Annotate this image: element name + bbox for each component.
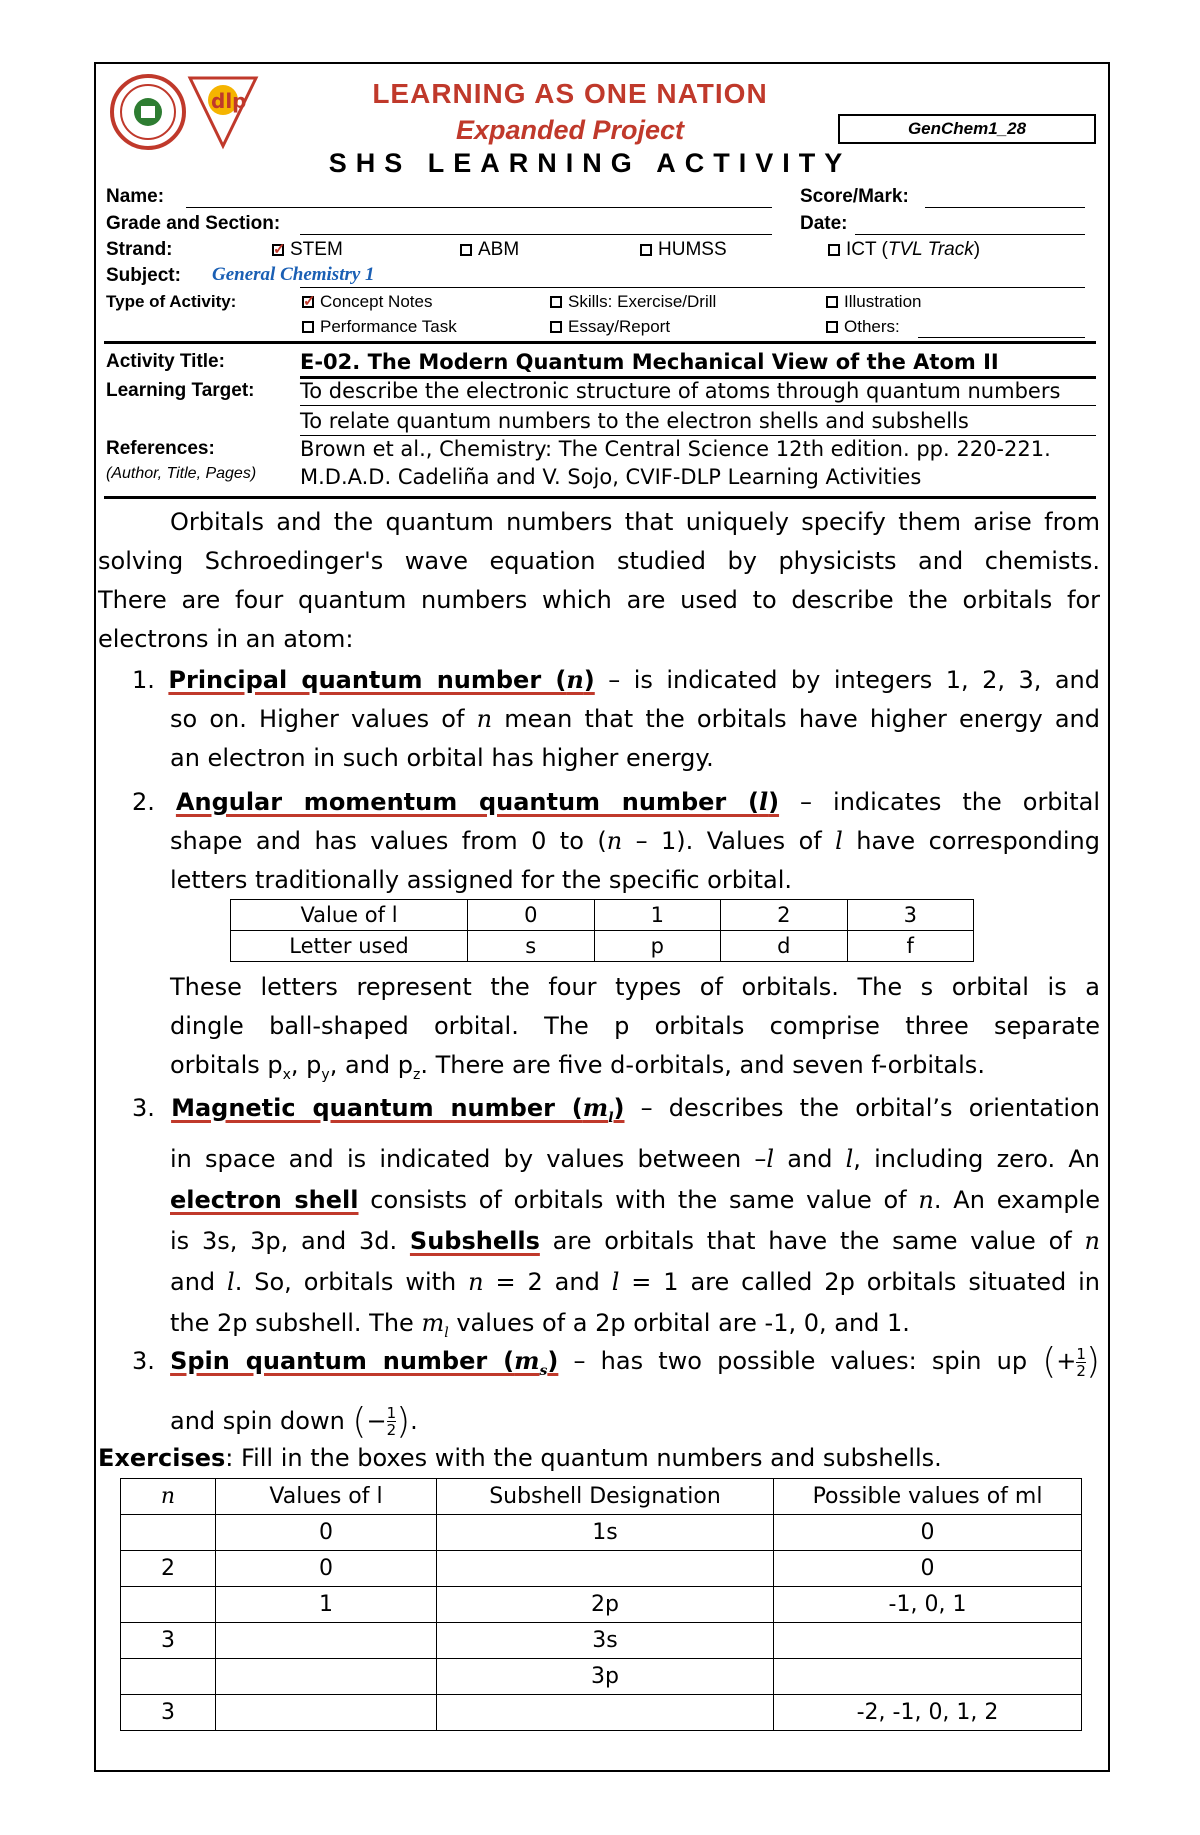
type-concept-notes[interactable]: ✓ Concept Notes — [302, 292, 432, 312]
reference-1: Brown et al., Chemistry: The Central Science 12th edition. pp. 220-221. — [300, 437, 1051, 461]
table-cell[interactable] — [121, 1587, 216, 1623]
table-header-cell: Subshell Designation — [437, 1479, 774, 1515]
name-field[interactable] — [186, 186, 772, 208]
score-label: Score/Mark: — [800, 186, 909, 207]
header-title: LEARNING AS ONE NATION — [372, 78, 768, 109]
type-performance-task[interactable]: Performance Task — [302, 317, 457, 337]
table-cell[interactable] — [121, 1659, 216, 1695]
date-field[interactable] — [855, 213, 1085, 235]
table-cell[interactable] — [437, 1695, 774, 1731]
table-cell: s — [468, 931, 595, 962]
date-label: Date: — [800, 213, 848, 234]
item-line: the 2p subshell. The $m_l$ values of a 2p orbital are -1, 0, and 1. — [170, 1308, 910, 1341]
intro-paragraph — [98, 503, 1100, 659]
table-row — [231, 900, 974, 931]
learning-target-2: To relate quantum numbers to the electron shells and subshells — [300, 409, 969, 433]
spin-down-value: (− $\frac{1}{2}$ ) — [352, 1400, 411, 1442]
item-line: and spin down (− $\frac{1}{2}$ ). — [170, 1400, 418, 1442]
table-cell[interactable]: 1 — [216, 1587, 437, 1623]
table-cell[interactable] — [774, 1659, 1082, 1695]
title-underline — [300, 354, 1096, 379]
table-row — [121, 1695, 1082, 1731]
item-line: letters traditionally assigned for the specific orbital. — [170, 866, 793, 894]
orbital-description — [170, 968, 1100, 1095]
grade-field[interactable] — [300, 213, 772, 235]
target-underline — [300, 413, 1096, 436]
table-row — [121, 1551, 1082, 1587]
subject-underline — [300, 265, 1085, 288]
strand-stem[interactable]: ✓ STEM — [272, 239, 343, 261]
table-cell: Value of l — [231, 900, 468, 931]
intro-line: solving Schroedinger's wave equation studied by physicists and chemists. — [98, 547, 1100, 575]
activity-code: GenChem1_28 — [838, 114, 1096, 144]
table-cell: 0 — [468, 900, 595, 931]
learning-target-label: Learning Target: — [106, 380, 255, 401]
table-cell[interactable] — [216, 1695, 437, 1731]
dlp-logo — [190, 78, 256, 146]
divider — [104, 496, 1096, 499]
table-cell[interactable] — [774, 1623, 1082, 1659]
checkbox-checked-icon — [272, 244, 284, 256]
table-cell[interactable]: 3 — [121, 1695, 216, 1731]
item-line: in space and is indicated by values between –l and l, including zero. An — [170, 1144, 1100, 1173]
intro-line: electrons in an atom: — [98, 625, 354, 653]
table-cell[interactable]: 3 — [121, 1623, 216, 1659]
item-line: shape and has values from 0 to (n – 1). Values of l have corresponding — [170, 827, 1100, 855]
checkbox-icon — [460, 244, 472, 256]
school-seal-logo — [112, 76, 184, 148]
score-field[interactable] — [925, 186, 1085, 208]
checkbox-icon — [550, 296, 562, 308]
table-header-cell: n — [121, 1479, 216, 1515]
type-skills[interactable]: Skills: Exercise/Drill — [550, 292, 716, 312]
table-row — [231, 931, 974, 962]
header-subtitle: Expanded Project — [455, 115, 685, 145]
item-line: dingle ball-shaped orbital. The p orbitals comprise three separate — [170, 1012, 1100, 1040]
exercise-table — [120, 1478, 1082, 1731]
strand-ict[interactable]: ICT (TVL Track) — [828, 239, 980, 261]
activity-title-label: Activity Title: — [106, 351, 225, 372]
divider — [104, 341, 1096, 344]
svg-text:dlp: dlp — [211, 89, 247, 113]
item-angular — [132, 782, 1100, 900]
table-row — [121, 1659, 1082, 1695]
exercises-instruction: Exercises: Fill in the boxes with the quantum numbers and subshells. — [98, 1444, 942, 1472]
table-cell[interactable]: 3s — [437, 1623, 774, 1659]
intro-line: Orbitals and the quantum numbers that uniquely specify them arise from — [170, 508, 1100, 536]
table-cell[interactable]: -1, 0, 1 — [774, 1587, 1082, 1623]
subject-label: Subject: — [106, 265, 181, 286]
checkbox-checked-icon — [302, 296, 314, 308]
table-row — [121, 1587, 1082, 1623]
table-cell[interactable] — [216, 1623, 437, 1659]
reference-2: M.D.A.D. Cadeliña and V. Sojo, CVIF-DLP Learning Activities — [300, 465, 922, 489]
type-others[interactable]: Others: — [826, 317, 900, 337]
checkbox-icon — [640, 244, 652, 256]
table-cell: 1 — [594, 900, 721, 931]
table-cell: p — [594, 931, 721, 962]
table-header-cell: Possible values of ml — [774, 1479, 1082, 1515]
table-cell: 3 — [847, 900, 974, 931]
table-row — [121, 1515, 1082, 1551]
checkbox-icon — [550, 321, 562, 333]
item-magnetic — [132, 1087, 1100, 1354]
item-line: electron shell consists of orbitals with the same value of n. An example — [170, 1185, 1100, 1214]
subject-value: General Chemistry 1 — [212, 264, 375, 285]
item-line: and l. So, orbitals with n = 2 and l = 1 are called 2p orbitals situated in — [170, 1267, 1101, 1296]
checkbox-icon — [826, 296, 838, 308]
strand-abm[interactable]: ABM — [460, 239, 519, 261]
type-label: Type of Activity: — [106, 292, 237, 311]
item-principal — [132, 660, 1100, 778]
table-row — [121, 1623, 1082, 1659]
l-value-table — [230, 899, 974, 962]
type-illustration[interactable]: Illustration — [826, 292, 921, 312]
table-cell[interactable]: 2 — [121, 1551, 216, 1587]
table-cell[interactable]: 0 — [774, 1515, 1082, 1551]
table-cell[interactable]: 2p — [437, 1587, 774, 1623]
learning-target-1: To describe the electronic structure of atoms through quantum numbers — [300, 379, 1061, 403]
activity-heading: SHS LEARNING ACTIVITY — [328, 148, 852, 178]
table-cell: 2 — [721, 900, 848, 931]
item-line: so on. Higher values of n mean that the orbitals have higher energy and — [170, 705, 1100, 733]
item-line: 3. Spin quantum number $(m_s)$ – has two possible values: spin up (+ $\frac{1}{2}$ ) — [132, 1341, 1100, 1382]
spin-up-value: (+ $\frac{1}{2}$ ) — [1042, 1341, 1100, 1382]
strand-label: Strand: — [106, 239, 173, 260]
item-line: an electron in such orbital has higher energy. — [170, 744, 714, 772]
activity-title: E-02. The Modern Quantum Mechanical View of the Atom II — [300, 350, 999, 374]
others-field[interactable] — [918, 317, 1085, 338]
strand-humss[interactable]: HUMSS — [640, 239, 727, 261]
checkbox-icon — [828, 244, 840, 256]
intro-line: There are four quantum numbers which are used to describe the orbitals for — [98, 586, 1100, 614]
table-cell[interactable]: -2, -1, 0, 1, 2 — [774, 1695, 1082, 1731]
checkbox-icon — [302, 321, 314, 333]
item-spin — [132, 1336, 1100, 1447]
table-header-row — [121, 1479, 1082, 1515]
item-line: 3. Magnetic quantum number $(m_l)$ – describes the orbital’s orientation — [132, 1093, 1100, 1126]
item-line: 1. Principal quantum number (n) – is indicated by integers 1, 2, 3, and — [132, 665, 1100, 694]
item-line: is 3s, 3p, and 3d. Subshells are orbitals that have the same value of n — [170, 1226, 1100, 1255]
table-cell: Letter used — [231, 931, 468, 962]
references-sublabel: (Author, Title, Pages) — [106, 465, 257, 482]
table-cell[interactable]: 0 — [216, 1551, 437, 1587]
item-line: 2. Angular momentum quantum number (l) – indicates the orbital — [132, 787, 1100, 816]
type-essay-report[interactable]: Essay/Report — [550, 317, 670, 337]
item-line: orbitals $p_x$, $p_y$, and $p_z$. There are five d-orbitals, and seven f-orbitals. — [170, 1051, 985, 1083]
table-cell[interactable]: 0 — [774, 1551, 1082, 1587]
table-cell[interactable]: 1s — [437, 1515, 774, 1551]
grade-label: Grade and Section: — [106, 213, 281, 234]
table-cell[interactable] — [121, 1515, 216, 1551]
checkbox-icon — [826, 321, 838, 333]
table-header-cell: Values of l — [216, 1479, 437, 1515]
table-cell: f — [847, 931, 974, 962]
table-cell[interactable]: 0 — [216, 1515, 437, 1551]
table-cell: d — [721, 931, 848, 962]
table-cell[interactable]: 3p — [437, 1659, 774, 1695]
target-underline — [300, 383, 1096, 406]
table-cell[interactable] — [437, 1551, 774, 1587]
name-label: Name: — [106, 186, 165, 207]
references-label: References: — [106, 438, 215, 459]
item-line: These letters represent the four types of orbitals. The s orbital is a — [170, 973, 1100, 1001]
table-cell[interactable] — [216, 1659, 437, 1695]
header-logos — [110, 72, 260, 152]
